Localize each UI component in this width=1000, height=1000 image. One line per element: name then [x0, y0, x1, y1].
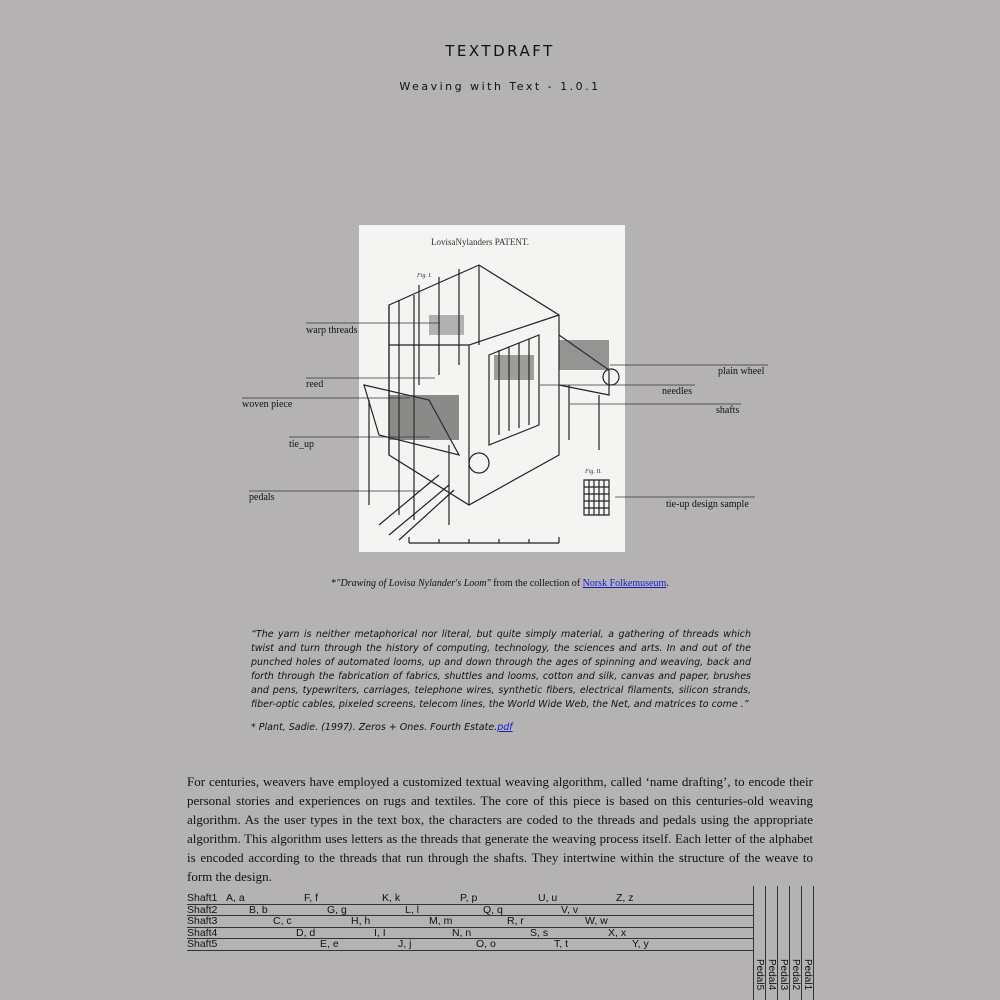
caption-prefix: *: [331, 578, 337, 589]
shaft-letter: I, I: [374, 926, 386, 939]
shaft-letter: V, v: [561, 903, 579, 916]
label-shafts: shafts: [716, 405, 740, 416]
quote-citation: [251, 722, 751, 733]
pedal-label: Pedal2: [790, 959, 801, 991]
citation-text: * Plant, Sadie. (1997). Zeros + Ones. Fourth Estate.: [251, 722, 498, 733]
page-subtitle: Weaving with Text - 1.0.1: [399, 80, 601, 93]
shaft-name: Shaft4: [187, 926, 218, 939]
shaft-letter: P, p: [460, 892, 478, 904]
plant-quote: “The yarn is neither metaphorical nor literal, but quite simply material, a gathering of threads which twist and turn through the history of computing, technology, the sciences and arts. In and out of the punched holes of automated looms, up and down through the ages of spinning and weaving, back and forth through the fabrication of fabrics, shuttles and looms, cotton and silk, canvas and paper, brushes and pens, typewriters, carriages, telephone wires, synthetic fibers, electrical filaments, silicon strands, fiber-optic cables, pixeled screens, telecom lines, the World Wide Web, the Net, and matrices to come .”: [251, 629, 751, 710]
pedal-column-3: [777, 886, 789, 1000]
label-plain-wheel: plain wheel: [718, 366, 765, 377]
shaft-name: Shaft2: [187, 903, 218, 916]
citation-pdf-link[interactable]: pdf: [497, 722, 513, 733]
caption-end: .: [666, 578, 669, 589]
shaft-letter: S, s: [530, 926, 549, 939]
shaft-letter: B, b: [249, 903, 268, 916]
caption-middle: from the collection of: [490, 578, 583, 589]
shaft-letter: K, k: [382, 892, 401, 904]
shaft-letter: R, r: [507, 915, 524, 928]
shaft-letter: H, h: [351, 915, 371, 928]
pedal-label: Pedal5: [754, 959, 765, 991]
intro-paragraph: For centuries, weavers have employed a customized textual weaving algorithm, called ‘name drafting’, to encode their personal stories and experiences on rugs and textiles. The core of this piece is based on this centuries-old weaving algorithm. As the user types in the text box, the characters are coded to the threads and pedals using the appropriate algorithm. This algorithm uses letters as the threads that generate the weaving process itself. Each letter of the alphabet is encoded according to the threads that run through the shafts. They intertwine within the structure of the weave to form the design.: [187, 774, 813, 884]
shaft-letter: C, c: [273, 915, 292, 928]
shaft-letter: O, o: [476, 938, 496, 951]
figure-caption: [0, 578, 1000, 589]
shaft-letter: M, m: [429, 915, 453, 928]
loom-figure: [240, 225, 780, 555]
shaft-letter: D, d: [296, 926, 316, 939]
norsk-folkemuseum-link[interactable]: Norsk Folkemuseum: [582, 578, 667, 589]
pedal-column-2: [765, 886, 777, 1000]
shaft-letter: F, f: [304, 892, 319, 904]
label-needles: needles: [662, 386, 692, 397]
shaft-letter: L, l: [405, 903, 420, 916]
pedal-column-1: [753, 886, 765, 1000]
shaft-letter: G, g: [327, 903, 347, 916]
label-pedals: pedals: [249, 492, 275, 503]
drawing-title: LovisaNylanders PATENT.: [431, 237, 529, 247]
shaft-letter: N, n: [452, 926, 472, 939]
shaft-letter: U, u: [538, 892, 558, 904]
shaft-letter: A, a: [226, 892, 245, 904]
pedal-label: Pedal4: [766, 959, 777, 991]
shaft-letter: Y, y: [632, 938, 649, 951]
fig2-label: Fig. II.: [585, 469, 602, 475]
shaft-letter: X, x: [608, 926, 627, 939]
pedal-column-5: [801, 886, 814, 1000]
shaft-letter: Q, q: [483, 903, 503, 916]
shaft-letter: E, e: [320, 938, 339, 951]
label-reed: reed: [306, 379, 324, 390]
shaft-letter: T, t: [554, 938, 569, 951]
shaft-letter: W, w: [585, 915, 608, 928]
weaving-draft-table: [187, 886, 813, 1000]
caption-title: "Drawing of Lovisa Nylander's Loom": [336, 578, 491, 589]
pedal-column-4: [789, 886, 801, 1000]
pedal-label: Pedal3: [778, 959, 789, 991]
shaft-letter: Z, z: [616, 892, 634, 904]
shaft-letter: J, j: [398, 938, 412, 951]
shaft-name: Shaft3: [187, 915, 218, 928]
shaft-name: Shaft1: [187, 892, 218, 904]
shaft-row-5: [187, 938, 753, 951]
label-tie-up: tie_up: [289, 439, 314, 450]
label-tie-up-design: tie-up design sample: [666, 499, 749, 510]
label-warp-threads: warp threads: [306, 325, 358, 336]
label-woven-piece: woven piece: [242, 399, 293, 410]
shaft-name: Shaft5: [187, 938, 218, 951]
page-title: TEXTDRAFT: [445, 42, 555, 60]
pedal-label: Pedal1: [802, 959, 813, 991]
fig1-label: Fig. I.: [417, 273, 432, 279]
